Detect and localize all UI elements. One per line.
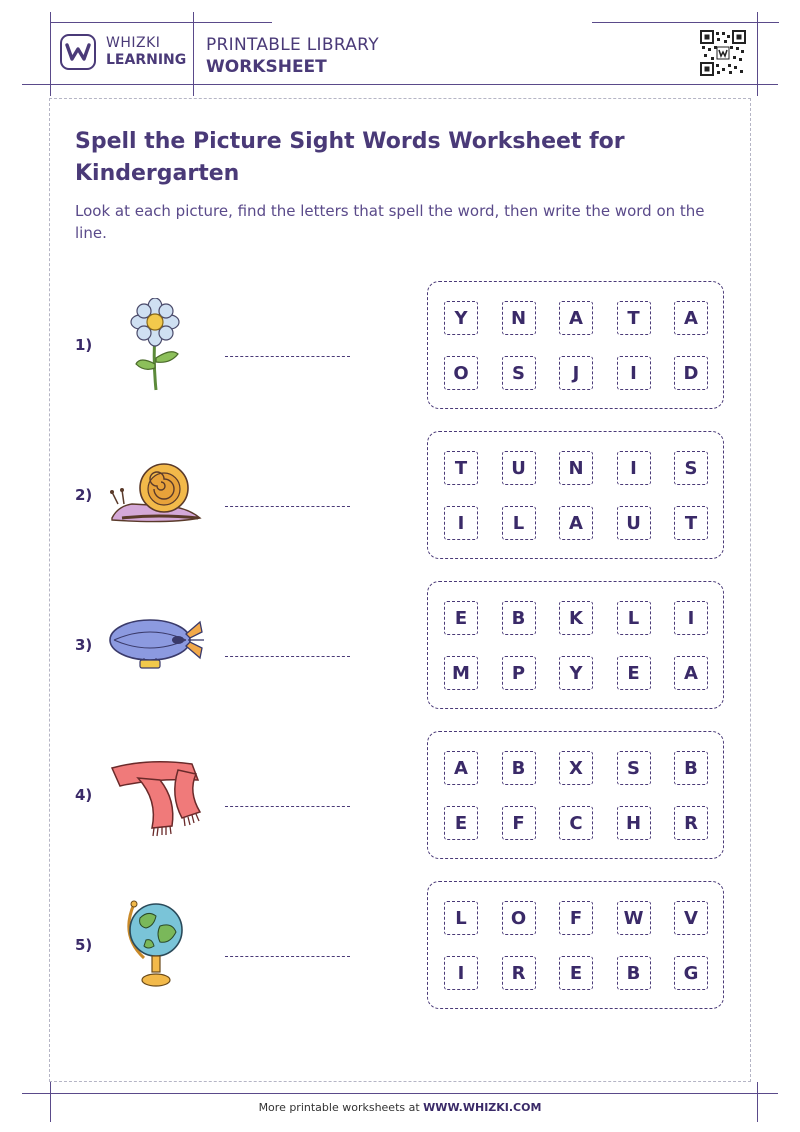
whizki-w-logo-icon: [65, 41, 91, 63]
letter-tile[interactable]: T: [444, 451, 478, 485]
letter-tile[interactable]: T: [617, 301, 651, 335]
header-bottom-line: [22, 84, 778, 85]
letter-tile[interactable]: N: [502, 301, 536, 335]
doc-type-label: WORKSHEET: [206, 57, 327, 77]
answer-line[interactable]: [225, 806, 350, 807]
letter-tile[interactable]: A: [444, 751, 478, 785]
letter-tile[interactable]: S: [617, 751, 651, 785]
answer-line[interactable]: [225, 956, 350, 957]
letter-tile[interactable]: E: [617, 656, 651, 690]
letter-tile[interactable]: A: [674, 656, 708, 690]
letter-row: [444, 751, 708, 785]
letter-tile[interactable]: B: [617, 956, 651, 990]
library-label: PRINTABLE LIBRARY: [206, 35, 379, 55]
letter-tile[interactable]: A: [674, 301, 708, 335]
letter-card: [427, 731, 724, 859]
letter-tile[interactable]: I: [617, 356, 651, 390]
letter-tile[interactable]: S: [674, 451, 708, 485]
answer-line[interactable]: [225, 356, 350, 357]
snail-icon: [108, 462, 204, 524]
letter-tile[interactable]: J: [559, 356, 593, 390]
letter-tile[interactable]: G: [674, 956, 708, 990]
letter-card: [427, 431, 724, 559]
letter-tile[interactable]: V: [674, 901, 708, 935]
letter-tile[interactable]: O: [502, 901, 536, 935]
letter-tile[interactable]: Y: [444, 301, 478, 335]
letter-row: [444, 506, 708, 540]
library-heading: [206, 34, 379, 78]
item-number: 1): [75, 336, 93, 354]
letter-tile[interactable]: K: [559, 601, 593, 635]
letter-tile[interactable]: A: [559, 506, 593, 540]
footer: [0, 1101, 800, 1114]
letter-card: [427, 881, 724, 1009]
item-number: 2): [75, 486, 93, 504]
letter-tile[interactable]: S: [502, 356, 536, 390]
blimp-icon: [106, 614, 204, 674]
footer-top-line: [22, 1093, 778, 1094]
letter-row: [444, 901, 708, 935]
header-right-rule: [757, 12, 758, 96]
answer-line[interactable]: [225, 656, 350, 657]
letter-tile[interactable]: R: [674, 806, 708, 840]
letter-tile[interactable]: H: [617, 806, 651, 840]
flower-icon: [126, 298, 184, 392]
brand-top: WHIZKI: [106, 35, 161, 51]
footer-link[interactable]: WWW.WHIZKI.COM: [423, 1101, 542, 1114]
letter-tile[interactable]: B: [502, 751, 536, 785]
letter-tile[interactable]: C: [559, 806, 593, 840]
scarf-icon: [108, 756, 204, 838]
letter-tile[interactable]: O: [444, 356, 478, 390]
answer-line[interactable]: [225, 506, 350, 507]
footer-text: More printable worksheets at: [258, 1101, 424, 1114]
letter-row: [444, 956, 708, 990]
letter-tile[interactable]: D: [674, 356, 708, 390]
whizki-logo[interactable]: [60, 34, 96, 70]
letter-tile[interactable]: I: [444, 956, 478, 990]
letter-row: [444, 301, 708, 335]
letter-row: [444, 356, 708, 390]
letter-tile[interactable]: E: [559, 956, 593, 990]
letter-tile[interactable]: L: [617, 601, 651, 635]
item-number: 4): [75, 786, 93, 804]
letter-tile[interactable]: R: [502, 956, 536, 990]
brand-name: [106, 35, 186, 69]
letter-tile[interactable]: P: [502, 656, 536, 690]
letter-tile[interactable]: X: [559, 751, 593, 785]
letter-tile[interactable]: A: [559, 301, 593, 335]
letter-card: [427, 281, 724, 409]
letter-tile[interactable]: I: [674, 601, 708, 635]
letter-tile[interactable]: T: [674, 506, 708, 540]
letter-row: [444, 601, 708, 635]
letter-tile[interactable]: F: [559, 901, 593, 935]
brand-bottom: LEARNING: [106, 52, 187, 68]
letter-row: [444, 656, 708, 690]
letter-tile[interactable]: B: [674, 751, 708, 785]
letter-tile[interactable]: E: [444, 601, 478, 635]
header-top-line-right: [592, 22, 779, 23]
header-divider: [193, 12, 194, 96]
letter-tile[interactable]: I: [617, 451, 651, 485]
letter-tile[interactable]: Y: [559, 656, 593, 690]
letter-row: [444, 451, 708, 485]
header-left-rule: [50, 12, 51, 96]
globe-icon: [124, 896, 188, 992]
letter-tile[interactable]: U: [617, 506, 651, 540]
header-top-line: [50, 22, 272, 23]
letter-tile[interactable]: U: [502, 451, 536, 485]
letter-tile[interactable]: I: [444, 506, 478, 540]
letter-tile[interactable]: L: [444, 901, 478, 935]
letter-tile[interactable]: B: [502, 601, 536, 635]
worksheet-instructions: Look at each picture, find the letters that spell the word, then write the word on the line.: [75, 202, 705, 242]
letter-tile[interactable]: L: [502, 506, 536, 540]
item-number: 3): [75, 636, 93, 654]
worksheet-title: Spell the Picture Sight Words Worksheet for Kindergarten: [75, 129, 625, 186]
item-number: 5): [75, 936, 93, 954]
letter-tile[interactable]: N: [559, 451, 593, 485]
letter-tile[interactable]: E: [444, 806, 478, 840]
letter-tile[interactable]: M: [444, 656, 478, 690]
letter-row: [444, 806, 708, 840]
letter-card: [427, 581, 724, 709]
qr-code-icon[interactable]: [700, 30, 746, 76]
letter-tile[interactable]: F: [502, 806, 536, 840]
letter-tile[interactable]: W: [617, 901, 651, 935]
